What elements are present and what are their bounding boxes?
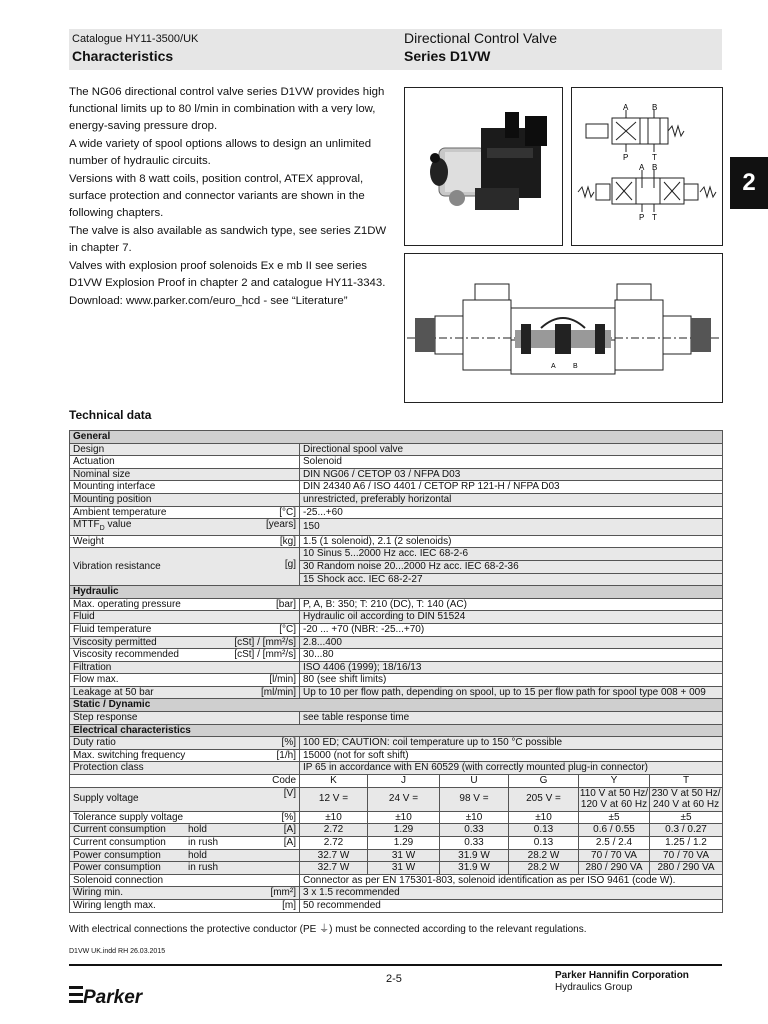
intro-paragraph: Versions with 8 watt coils, position control, ATEX approval, surface protection and connector variants are shown in the following chapters. (69, 173, 365, 219)
valve-photo-image (405, 88, 562, 245)
unit: [bar] (275, 598, 296, 610)
label-text: Viscosity permitted (73, 636, 157, 648)
label-sub: hold (188, 824, 207, 836)
code-cell: T (650, 775, 723, 788)
intro-paragraph: A wide variety of spool options allows to design an unlimited number of hydraulic circuits. (69, 138, 372, 167)
unit: [%] (281, 737, 296, 749)
port-b-label: B (573, 363, 578, 370)
code-label: Code (272, 775, 296, 787)
table-row (70, 837, 723, 850)
logo-text: Parker (83, 987, 143, 1008)
value-cell: 0.13 (509, 837, 579, 850)
table-row (70, 456, 723, 469)
intro-paragraph: Download: www.parker.com/euro_hcd - see “Literature” (69, 295, 348, 307)
port-a-label: A (639, 163, 645, 172)
value-cell: ±5 (650, 811, 723, 824)
code-cell: U (440, 775, 509, 788)
table-row (70, 493, 723, 506)
value-cell: ±5 (579, 811, 650, 824)
value-cell: ±10 (509, 811, 579, 824)
row-value: 30 Random noise 20...2000 Hz acc. IEC 68-2-36 (300, 560, 723, 573)
label-text: Ambient temperature (73, 506, 167, 518)
row-label (70, 737, 300, 750)
label-sub: in rush (188, 862, 219, 874)
table-row (70, 862, 723, 875)
value-cell: 2.5 / 2.4 (579, 837, 650, 850)
label-text: Duty ratio (73, 737, 116, 749)
table-row (70, 661, 723, 674)
code-cell: G (509, 775, 579, 788)
intro-paragraph: The NG06 directional control valve series D1VW provides high functional limits up to 80 l/min in combination with a very low, energy-saving pressure drop. (69, 86, 385, 132)
value-cell: 31.9 W (440, 862, 509, 875)
row-label (70, 623, 300, 636)
value-cell: 70 / 70 VA (579, 849, 650, 862)
intro-paragraph: The valve is also available as sandwich type, see series Z1DW in chapter 7. (69, 225, 387, 254)
row-value: 1.5 (1 solenoid), 2.1 (2 solenoids) (300, 535, 723, 548)
footnote: With electrical connections the protective conductor (PE ⏚) must be connected according to the relevant regulations. (69, 924, 587, 935)
label-text: Power consumption (73, 862, 161, 874)
table-row (70, 506, 723, 519)
product-name: Directional Control Valve (404, 30, 558, 46)
label-text: Leakage at 50 bar (73, 686, 154, 698)
value-cell: ±10 (368, 811, 440, 824)
row-label (70, 686, 300, 699)
row-label (70, 674, 300, 687)
code-cell: J (368, 775, 440, 788)
row-value: 100 ED; CAUTION: coil temperature up to 150 °C possible (300, 737, 723, 750)
row-value: see table response time (300, 712, 723, 725)
value-cell: 0.13 (509, 824, 579, 837)
table-row (70, 623, 723, 636)
section-row (70, 586, 723, 599)
parker-logo-image (69, 982, 161, 1008)
row-label (70, 598, 300, 611)
table-row (70, 811, 723, 824)
value-cell: 28.2 W (509, 849, 579, 862)
row-value: Connector as per EN 175301-803, solenoid identification as per ISO 9461 (code W). (300, 874, 723, 887)
row-label (70, 535, 300, 548)
row-value: 15000 (not for soft shift) (300, 749, 723, 762)
code-cell: Y (579, 775, 650, 788)
table-row (70, 674, 723, 687)
label-text: Viscosity recommended (73, 649, 179, 661)
unit: [cSt] / [mm²/s] (234, 636, 296, 648)
valve-section-drawing (404, 253, 723, 403)
value-cell: 1.25 / 1.2 (650, 837, 723, 850)
table-row (70, 481, 723, 494)
table-row (70, 737, 723, 750)
row-label (70, 506, 300, 519)
port-a-label: A (551, 363, 556, 370)
row-label (70, 548, 300, 586)
table-row (70, 535, 723, 548)
row-label: Mounting position (70, 493, 300, 506)
row-label: Filtration (70, 661, 300, 674)
value-cell: 280 / 290 VA (650, 862, 723, 875)
technical-data-table (69, 430, 723, 913)
row-value: DIN NG06 / CETOP 03 / NFPA D03 (300, 468, 723, 481)
label-text: Current consumption (73, 824, 166, 836)
value-cell: 1.29 (368, 837, 440, 850)
row-value: 80 (see shift limits) (300, 674, 723, 687)
table-row (70, 749, 723, 762)
valve-photo (404, 87, 563, 246)
value-cell: 280 / 290 VA (579, 862, 650, 875)
unit: [cSt] / [mm²/s] (234, 649, 296, 661)
row-value: -20 ... +70 (NBR: -25...+70) (300, 623, 723, 636)
port-b-label: B (652, 103, 658, 112)
row-label: Design (70, 443, 300, 456)
row-value: 50 recommended (300, 899, 723, 912)
unit: [A] (283, 837, 296, 848)
row-value: IP 65 in accordance with EN 60529 (with correctly mounted plug-in connector) (300, 762, 723, 775)
row-value: Directional spool valve (300, 443, 723, 456)
value-cell: 0.33 (440, 837, 509, 850)
unit: [ml/min] (261, 686, 296, 698)
row-value: 10 Sinus 5...2000 Hz acc. IEC 68-2-6 (300, 548, 723, 561)
row-label (70, 749, 300, 762)
section-row (70, 724, 723, 737)
label-text: Supply voltage (73, 793, 139, 805)
section-static-dynamic: Static / Dynamic (70, 699, 723, 712)
catalogue-number: Catalogue HY11-3500/UK (72, 33, 199, 45)
label-text: MTTF (73, 519, 100, 531)
value-cell: ±10 (440, 811, 509, 824)
value-cell: 0.3 / 0.27 (650, 824, 723, 837)
unit: [mm²] (270, 887, 296, 899)
row-label (70, 649, 300, 662)
hydraulic-symbols (571, 87, 723, 246)
section-row (70, 431, 723, 444)
value-cell: 205 V = (509, 787, 579, 811)
company-name: Parker Hannifin Corporation (555, 970, 689, 981)
label-text: Fluid temperature (73, 623, 152, 635)
value-cell: 32.7 W (300, 862, 368, 875)
unit: [years] (265, 519, 296, 531)
table-row (70, 443, 723, 456)
company-group: Hydraulics Group (555, 982, 633, 993)
label-text: Vibration resistance (73, 560, 161, 572)
table-row (70, 849, 723, 862)
row-value: 15 Shock acc. IEC 68-2-27 (300, 573, 723, 586)
table-row (70, 686, 723, 699)
row-label (70, 849, 300, 862)
row-value: DIN 24340 A6 / ISO 4401 / CETOP RP 121-H / NFPA D03 (300, 481, 723, 494)
label-text: Wiring length max. (73, 899, 156, 911)
value-cell: ±10 (300, 811, 368, 824)
row-label: Solenoid connection (70, 874, 300, 887)
unit: [V] (283, 787, 296, 799)
row-label: Fluid (70, 611, 300, 624)
table-row (70, 874, 723, 887)
port-t-label: T (652, 153, 657, 162)
unit: [A] (283, 824, 296, 836)
section-drawing-image (405, 254, 722, 402)
row-label (70, 887, 300, 900)
label-text: Wiring min. (73, 887, 124, 899)
row-value: Up to 10 per flow path, depending on spool, up to 15 per flow path for spool type 008 + 009 (300, 686, 723, 699)
intro-text (69, 84, 391, 311)
row-value: 30...80 (300, 649, 723, 662)
parker-logo (69, 982, 161, 1013)
label-text: Max. switching frequency (73, 749, 186, 761)
row-value: unrestricted, preferably horizontal (300, 493, 723, 506)
label-text: Weight (73, 535, 104, 547)
label-sub: hold (188, 849, 207, 861)
label-subscript: D (99, 525, 105, 533)
table-row (70, 598, 723, 611)
row-value: P, A, B: 350; T: 210 (DC), T: 140 (AC) (300, 598, 723, 611)
row-value: Solenoid (300, 456, 723, 469)
value-cell: 31 W (368, 862, 440, 875)
row-label (70, 862, 300, 875)
value-cell: 98 V = (440, 787, 509, 811)
value-cell: 31 W (368, 849, 440, 862)
unit: [1/h] (276, 749, 296, 761)
technical-data-title: Technical data (69, 408, 152, 422)
value-cell: 28.2 W (509, 862, 579, 875)
section-electrical: Electrical characteristics (70, 724, 723, 737)
unit: [°C] (279, 623, 296, 635)
unit: [%] (281, 811, 296, 823)
port-p-label: P (639, 213, 645, 222)
value-cell: 12 V = (300, 787, 368, 811)
row-value: -25...+60 (300, 506, 723, 519)
table-row (70, 636, 723, 649)
section-row (70, 699, 723, 712)
value-cell: 0.6 / 0.55 (579, 824, 650, 837)
row-label (70, 837, 300, 850)
row-value: Hydraulic oil according to DIN 51524 (300, 611, 723, 624)
row-value: 2.8...400 (300, 636, 723, 649)
value-cell: 1.29 (368, 824, 440, 837)
table-row (70, 548, 723, 561)
row-label: Protection class (70, 762, 300, 775)
label-text: Max. operating pressure (73, 598, 181, 610)
intro-paragraph: Valves with explosion proof solenoids Ex e mb II see series D1VW Explosion Proof in chapter 2 and catalogue HY11-3343. (69, 260, 386, 289)
port-t-label: T (652, 213, 657, 222)
value-cell: 70 / 70 VA (650, 849, 723, 862)
row-value: 3 x 1.5 recommended (300, 887, 723, 900)
table-row (70, 887, 723, 900)
table-row (70, 712, 723, 725)
table-row (70, 787, 723, 799)
section-general: General (70, 431, 723, 444)
unit: [l/min] (269, 674, 296, 686)
table-row (70, 762, 723, 775)
section-hydraulic: Hydraulic (70, 586, 723, 599)
table-row (70, 519, 723, 536)
row-label: Actuation (70, 456, 300, 469)
unit: [m] (282, 899, 296, 911)
table-row (70, 468, 723, 481)
value-cell: 2.72 (300, 837, 368, 850)
row-label (70, 636, 300, 649)
table-row (70, 899, 723, 912)
page-number: 2-5 (386, 973, 402, 985)
value-cell: 110 V at 50 Hz/ (579, 787, 649, 799)
unit: [g] (284, 559, 296, 571)
table-row (70, 775, 723, 788)
label-text: Current consumption (73, 837, 166, 848)
row-label: Mounting interface (70, 481, 300, 494)
row-label (70, 811, 300, 824)
port-p-label: P (623, 153, 629, 162)
label-text: Flow max. (73, 674, 119, 686)
row-label: Nominal size (70, 468, 300, 481)
value-cell: 230 V at 50 Hz/ (650, 787, 723, 799)
series-name: Series D1VW (404, 48, 491, 64)
chapter-tab: 2 (730, 157, 768, 209)
document-id: D1VW UK.indd RH 26.03.2015 (69, 948, 166, 955)
value-cell: 120 V at 60 Hz (579, 799, 650, 811)
value-cell: 24 V = (368, 787, 440, 811)
label-text: value (104, 519, 132, 531)
hydraulic-symbol-image (572, 88, 722, 245)
port-b-label: B (652, 163, 658, 172)
footer-rule (69, 964, 722, 966)
label-sub: in rush (188, 837, 219, 848)
label-text: Power consumption (73, 849, 161, 861)
table-row (70, 649, 723, 662)
row-label (70, 899, 300, 912)
row-value: 150 (300, 519, 723, 536)
value-cell: 0.33 (440, 824, 509, 837)
row-label (70, 824, 300, 837)
port-a-label: A (623, 103, 629, 112)
table-row (70, 824, 723, 837)
section-title: Characteristics (72, 48, 174, 64)
unit: [kg] (279, 535, 296, 547)
value-cell: 31.9 W (440, 849, 509, 862)
row-label (70, 787, 300, 811)
unit: [°C] (279, 506, 296, 518)
row-label (70, 519, 300, 536)
code-cell: K (300, 775, 368, 788)
value-cell: 32.7 W (300, 849, 368, 862)
page-header (69, 29, 722, 70)
row-label: Step response (70, 712, 300, 725)
value-cell: 240 V at 60 Hz (650, 799, 723, 811)
table-row (70, 611, 723, 624)
row-label (70, 775, 300, 788)
value-cell: 2.72 (300, 824, 368, 837)
row-value: ISO 4406 (1999); 18/16/13 (300, 661, 723, 674)
label-text: Tolerance supply voltage (73, 811, 184, 823)
